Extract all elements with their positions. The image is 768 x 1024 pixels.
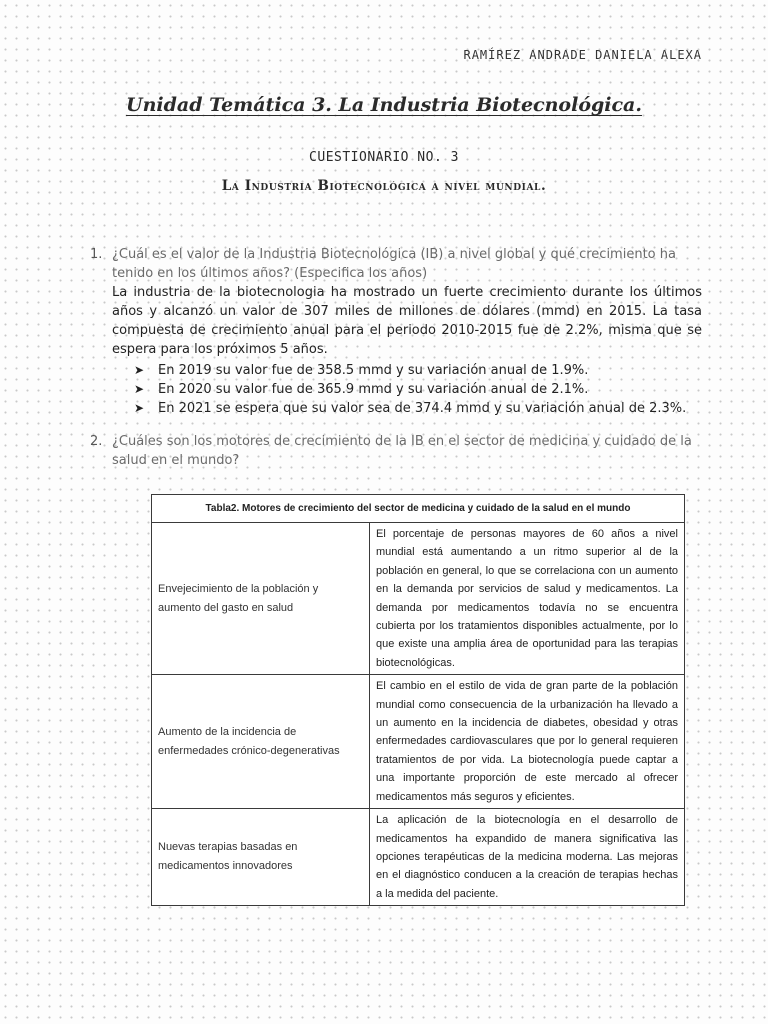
list-item xyxy=(134,361,702,380)
table-row xyxy=(152,809,685,906)
question-text: ¿Cuál es el valor de la Industria Biotecnológica (IB) a nivel global y qué crecimiento ha tenido en los últimos años? (Especifica los años) xyxy=(112,247,676,281)
description-cell: La aplicación de la biotecnología en el desarrollo de medicamentos ha expandido de manera significativa las opciones terapéuticas de la medicina moderna. Las mejoras en el diagnóstico conducen a la creación de terapias hechas a la medida del paciente. xyxy=(370,809,685,906)
list-item xyxy=(134,380,702,399)
arrowhead-bullet-icon: ➤ xyxy=(134,363,145,377)
question-number: 1. xyxy=(90,247,103,262)
description-cell: El porcentaje de personas mayores de 60 años a nivel mundial está aumentando a un ritmo superior al de la población en general, lo que se correlaciona con un aumento en la demanda por servicios de salud y medicamentos. La demanda por medicamentos todavía no se encuentra cubierta por los tratamientos disponibles actualmente, por lo que existe una amplia área de oportunidad para las terapias biotecnológicas. xyxy=(370,523,685,675)
table-header-row xyxy=(152,495,685,523)
answer-bullet-list xyxy=(90,361,702,418)
driver-cell: Aumento de la incidencia de enfermedades crónico-degenerativas xyxy=(152,675,370,809)
bullet-text: En 2021 se espera que su valor sea de 374.4 mmd y su variación anual de 2.3%. xyxy=(158,401,687,416)
question-number: 2. xyxy=(90,434,103,449)
bullet-text: En 2019 su valor fue de 358.5 mmd y su variación anual de 1.9%. xyxy=(158,363,589,378)
table-title: Tabla2. Motores de crecimiento del sector de medicina y cuidado de la salud en el mundo xyxy=(152,495,685,523)
table-row xyxy=(152,675,685,809)
bullet-text: En 2020 su valor fue de 365.9 mmd y su variación anual de 2.1%. xyxy=(158,382,589,397)
driver-cell: Envejecimiento de la población y aumento del gasto en salud xyxy=(152,523,370,675)
arrowhead-bullet-icon: ➤ xyxy=(134,401,145,415)
questionnaire-title: CUESTIONARIO NO. 3 xyxy=(309,150,459,165)
question-text: ¿Cuáles son los motores de crecimiento de la IB en el sector de medicina y cuidado de la salud en el mundo? xyxy=(112,434,692,468)
growth-drivers-table xyxy=(151,494,685,906)
answer-paragraph: La industria de la biotecnologia ha mostrado un fuerte crecimiento durante los últimos años y alcanzó un valor de 307 miles de millones de dólares (mmd) en 2015. La tasa compuesta de crecimiento anual para el periodo 2010-2015 fue de 2.2%, misma que se espera para los próximos 5 años. xyxy=(112,285,702,357)
unit-title: Unidad Temática 3. La Industria Biotecnológica. xyxy=(126,94,642,116)
arrowhead-bullet-icon: ➤ xyxy=(134,382,145,396)
table-row xyxy=(152,523,685,675)
document-subtitle: La Industria Biotecnológica a nivel mundial. xyxy=(221,178,547,194)
list-item xyxy=(134,399,702,418)
driver-cell: Nuevas terapias basadas en medicamentos innovadores xyxy=(152,809,370,906)
author-name: RAMÍREZ ANDRADE DANIELA ALEXA xyxy=(463,48,702,62)
question-2-prompt xyxy=(90,432,702,470)
question-1 xyxy=(90,245,702,418)
question-2 xyxy=(90,432,702,470)
description-cell: El cambio en el estilo de vida de gran parte de la población mundial como consecuencia de la urbanización ha llevado a un aumento en la incidencia de diabetes, obesidad y otras enfermedades cardiovasculares que por lo general requieren tratamientos de por vida. La biotecnología puede captar a una importante proporción de este mercado al ofrecer medicamentos más seguros y eficientes. xyxy=(370,675,685,809)
question-1-prompt xyxy=(90,245,702,283)
